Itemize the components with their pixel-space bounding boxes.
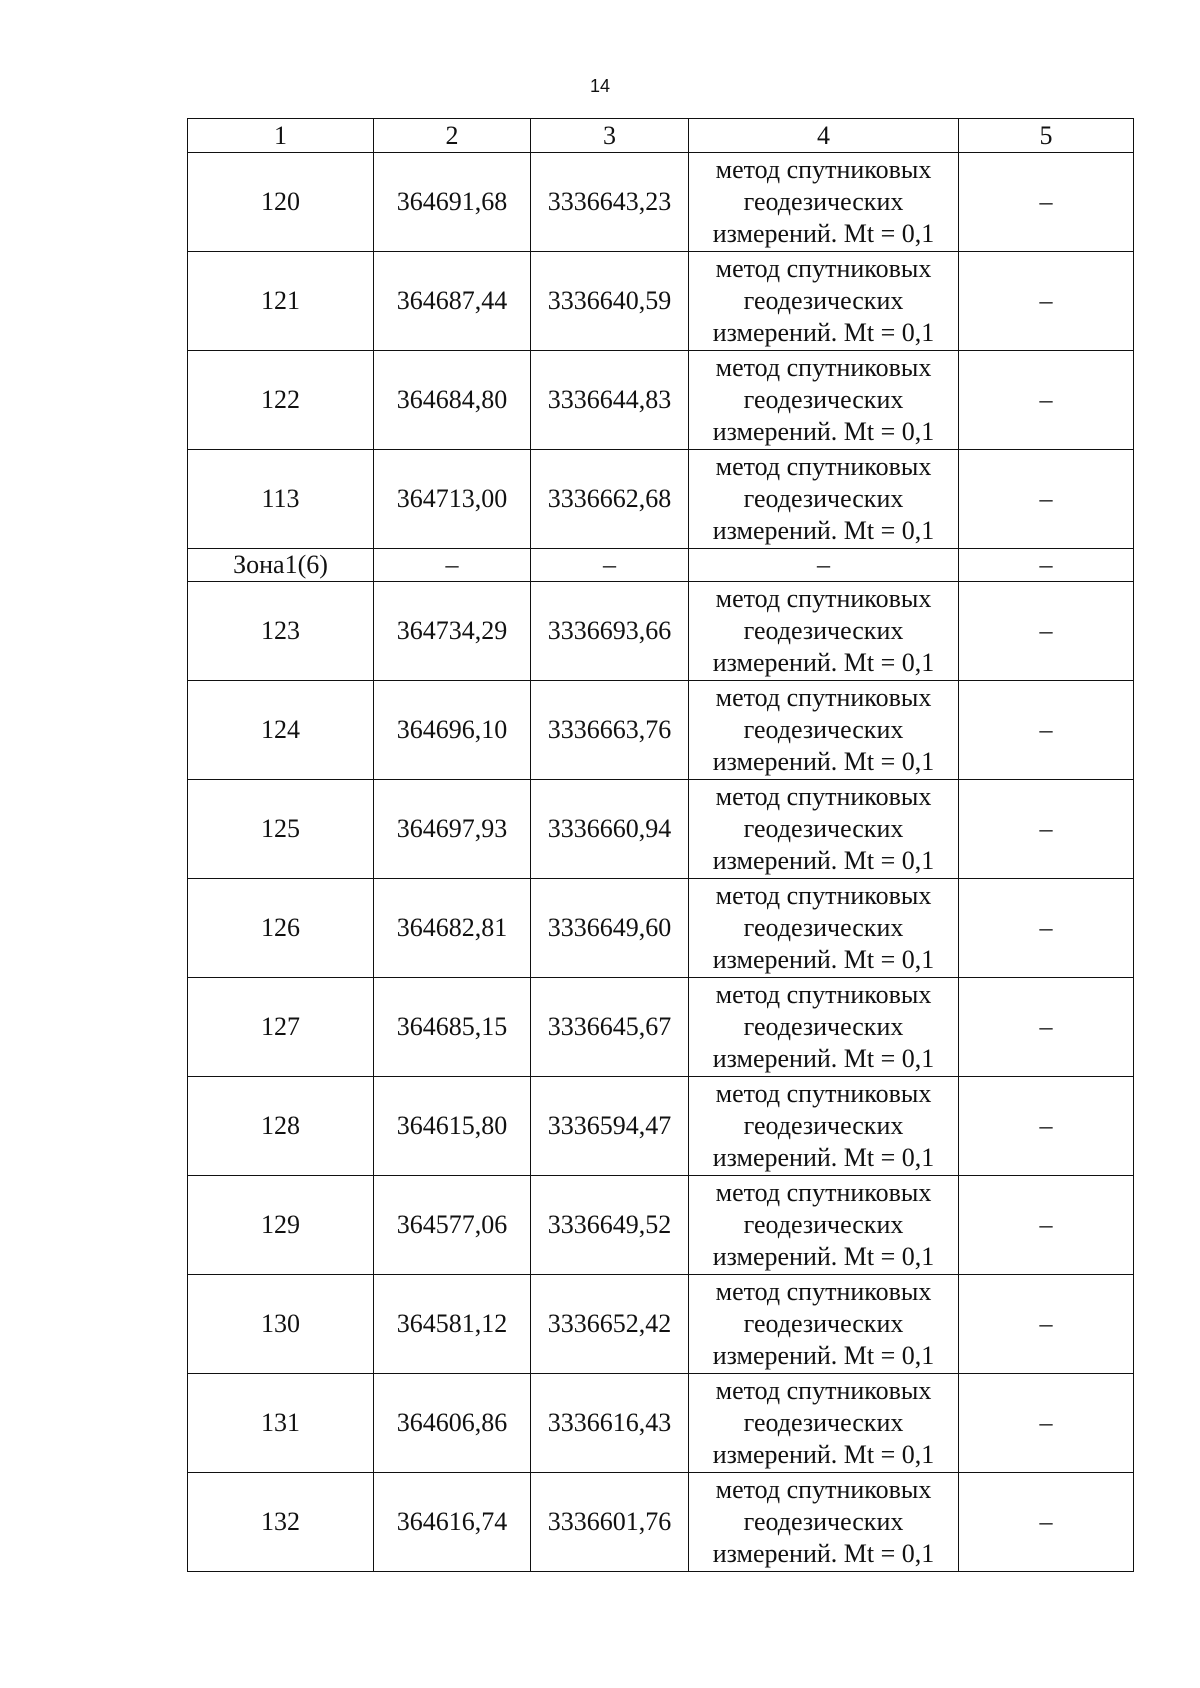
point-number-cell: 120 xyxy=(188,153,374,252)
method-cell xyxy=(689,780,959,879)
table-header-row xyxy=(188,119,1134,153)
method-line: геодезических xyxy=(743,1408,904,1437)
method-cell xyxy=(689,879,959,978)
note-cell: – xyxy=(959,681,1134,780)
method-line: метод спутниковых xyxy=(715,1277,932,1306)
method-line: измерений. Mt = 0,1 xyxy=(712,417,935,446)
zone-cell-3: – xyxy=(531,549,689,582)
method-line: геодезических xyxy=(743,1309,904,1338)
x-coordinate-cell: 364685,15 xyxy=(374,978,531,1077)
table-row xyxy=(188,1473,1134,1572)
table-row xyxy=(188,252,1134,351)
point-number-cell: 131 xyxy=(188,1374,374,1473)
note-cell: – xyxy=(959,450,1134,549)
page-number: 14 xyxy=(589,76,611,96)
x-coordinate-cell: 364691,68 xyxy=(374,153,531,252)
table-row xyxy=(188,582,1134,681)
method-cell xyxy=(689,252,959,351)
y-coordinate-cell: 3336663,76 xyxy=(531,681,689,780)
method-line: измерений. Mt = 0,1 xyxy=(712,648,935,677)
header-col-5: 5 xyxy=(959,119,1134,153)
table-row xyxy=(188,351,1134,450)
method-cell xyxy=(689,1374,959,1473)
x-coordinate-cell: 364734,29 xyxy=(374,582,531,681)
x-coordinate-cell: 364616,74 xyxy=(374,1473,531,1572)
method-line: измерений. Mt = 0,1 xyxy=(712,1044,935,1073)
x-coordinate-cell: 364687,44 xyxy=(374,252,531,351)
note-cell: – xyxy=(959,978,1134,1077)
y-coordinate-cell: 3336640,59 xyxy=(531,252,689,351)
method-cell xyxy=(689,153,959,252)
y-coordinate-cell: 3336693,66 xyxy=(531,582,689,681)
method-line: измерений. Mt = 0,1 xyxy=(712,1143,935,1172)
point-number-cell: 121 xyxy=(188,252,374,351)
method-line: геодезических xyxy=(743,814,904,843)
method-line: геодезических xyxy=(743,715,904,744)
table-row xyxy=(188,1275,1134,1374)
y-coordinate-cell: 3336652,42 xyxy=(531,1275,689,1374)
y-coordinate-cell: 3336643,23 xyxy=(531,153,689,252)
method-line: метод спутниковых xyxy=(715,1178,932,1207)
zone-cell-5: – xyxy=(959,549,1134,582)
y-coordinate-cell: 3336644,83 xyxy=(531,351,689,450)
table-row xyxy=(188,1176,1134,1275)
note-cell: – xyxy=(959,1077,1134,1176)
coordinates-table xyxy=(187,118,1134,1572)
y-coordinate-cell: 3336645,67 xyxy=(531,978,689,1077)
point-number-cell: 130 xyxy=(188,1275,374,1374)
method-cell xyxy=(689,681,959,780)
note-cell: – xyxy=(959,582,1134,681)
method-line: геодезических xyxy=(743,187,904,216)
x-coordinate-cell: 364581,12 xyxy=(374,1275,531,1374)
note-cell: – xyxy=(959,879,1134,978)
method-line: геодезических xyxy=(743,1111,904,1140)
method-cell xyxy=(689,351,959,450)
table-row xyxy=(188,681,1134,780)
method-cell xyxy=(689,582,959,681)
note-cell: – xyxy=(959,1275,1134,1374)
method-line: метод спутниковых xyxy=(715,353,932,382)
zone-row xyxy=(188,549,1134,582)
zone-label-cell: Зона1(6) xyxy=(188,549,374,582)
y-coordinate-cell: 3336616,43 xyxy=(531,1374,689,1473)
method-line: геодезических xyxy=(743,385,904,414)
method-line: геодезических xyxy=(743,913,904,942)
point-number-cell: 127 xyxy=(188,978,374,1077)
note-cell: – xyxy=(959,153,1134,252)
method-cell xyxy=(689,1473,959,1572)
method-line: измерений. Mt = 0,1 xyxy=(712,1242,935,1271)
point-number-cell: 125 xyxy=(188,780,374,879)
point-number-cell: 124 xyxy=(188,681,374,780)
method-line: метод спутниковых xyxy=(715,1079,932,1108)
method-line: измерений. Mt = 0,1 xyxy=(712,219,935,248)
point-number-cell: 123 xyxy=(188,582,374,681)
method-line: метод спутниковых xyxy=(715,584,932,613)
note-cell: – xyxy=(959,1374,1134,1473)
y-coordinate-cell: 3336649,52 xyxy=(531,1176,689,1275)
point-number-cell: 129 xyxy=(188,1176,374,1275)
x-coordinate-cell: 364713,00 xyxy=(374,450,531,549)
y-coordinate-cell: 3336660,94 xyxy=(531,780,689,879)
point-number-cell: 126 xyxy=(188,879,374,978)
x-coordinate-cell: 364697,93 xyxy=(374,780,531,879)
x-coordinate-cell: 364606,86 xyxy=(374,1374,531,1473)
note-cell: – xyxy=(959,1473,1134,1572)
table-row xyxy=(188,450,1134,549)
method-line: метод спутниковых xyxy=(715,782,932,811)
method-line: измерений. Mt = 0,1 xyxy=(712,1341,935,1370)
x-coordinate-cell: 364577,06 xyxy=(374,1176,531,1275)
header-col-4: 4 xyxy=(689,119,959,153)
method-cell xyxy=(689,1275,959,1374)
method-line: геодезических xyxy=(743,1210,904,1239)
table-row xyxy=(188,153,1134,252)
table-row xyxy=(188,1077,1134,1176)
header-col-2: 2 xyxy=(374,119,531,153)
y-coordinate-cell: 3336601,76 xyxy=(531,1473,689,1572)
point-number-cell: 132 xyxy=(188,1473,374,1572)
method-cell xyxy=(689,450,959,549)
method-line: метод спутниковых xyxy=(715,254,932,283)
table-row xyxy=(188,1374,1134,1473)
method-line: метод спутниковых xyxy=(715,1376,932,1405)
method-line: измерений. Mt = 0,1 xyxy=(712,1539,935,1568)
table-row xyxy=(188,978,1134,1077)
note-cell: – xyxy=(959,780,1134,879)
method-line: измерений. Mt = 0,1 xyxy=(712,318,935,347)
method-line: геодезических xyxy=(743,484,904,513)
header-col-3: 3 xyxy=(531,119,689,153)
table-row xyxy=(188,780,1134,879)
method-cell xyxy=(689,978,959,1077)
method-line: метод спутниковых xyxy=(715,980,932,1009)
method-line: метод спутниковых xyxy=(715,452,932,481)
method-line: измерений. Mt = 0,1 xyxy=(712,846,935,875)
method-line: измерений. Mt = 0,1 xyxy=(712,1440,935,1469)
header-col-1: 1 xyxy=(188,119,374,153)
note-cell: – xyxy=(959,351,1134,450)
table-row xyxy=(188,879,1134,978)
method-line: геодезических xyxy=(743,1507,904,1536)
point-number-cell: 128 xyxy=(188,1077,374,1176)
method-line: геодезических xyxy=(743,616,904,645)
method-line: геодезических xyxy=(743,1012,904,1041)
x-coordinate-cell: 364682,81 xyxy=(374,879,531,978)
point-number-cell: 113 xyxy=(188,450,374,549)
note-cell: – xyxy=(959,1176,1134,1275)
method-line: измерений. Mt = 0,1 xyxy=(712,747,935,776)
method-line: метод спутниковых xyxy=(715,881,932,910)
method-cell xyxy=(689,1176,959,1275)
method-line: метод спутниковых xyxy=(715,1475,932,1504)
zone-cell-2: – xyxy=(374,549,531,582)
method-line: метод спутниковых xyxy=(715,683,932,712)
method-line: метод спутниковых xyxy=(715,155,932,184)
method-line: геодезических xyxy=(743,286,904,315)
x-coordinate-cell: 364684,80 xyxy=(374,351,531,450)
method-line: измерений. Mt = 0,1 xyxy=(712,945,935,974)
x-coordinate-cell: 364615,80 xyxy=(374,1077,531,1176)
y-coordinate-cell: 3336649,60 xyxy=(531,879,689,978)
method-cell xyxy=(689,1077,959,1176)
point-number-cell: 122 xyxy=(188,351,374,450)
zone-cell-4: – xyxy=(689,549,959,582)
note-cell: – xyxy=(959,252,1134,351)
y-coordinate-cell: 3336594,47 xyxy=(531,1077,689,1176)
x-coordinate-cell: 364696,10 xyxy=(374,681,531,780)
method-line: измерений. Mt = 0,1 xyxy=(712,516,935,545)
y-coordinate-cell: 3336662,68 xyxy=(531,450,689,549)
